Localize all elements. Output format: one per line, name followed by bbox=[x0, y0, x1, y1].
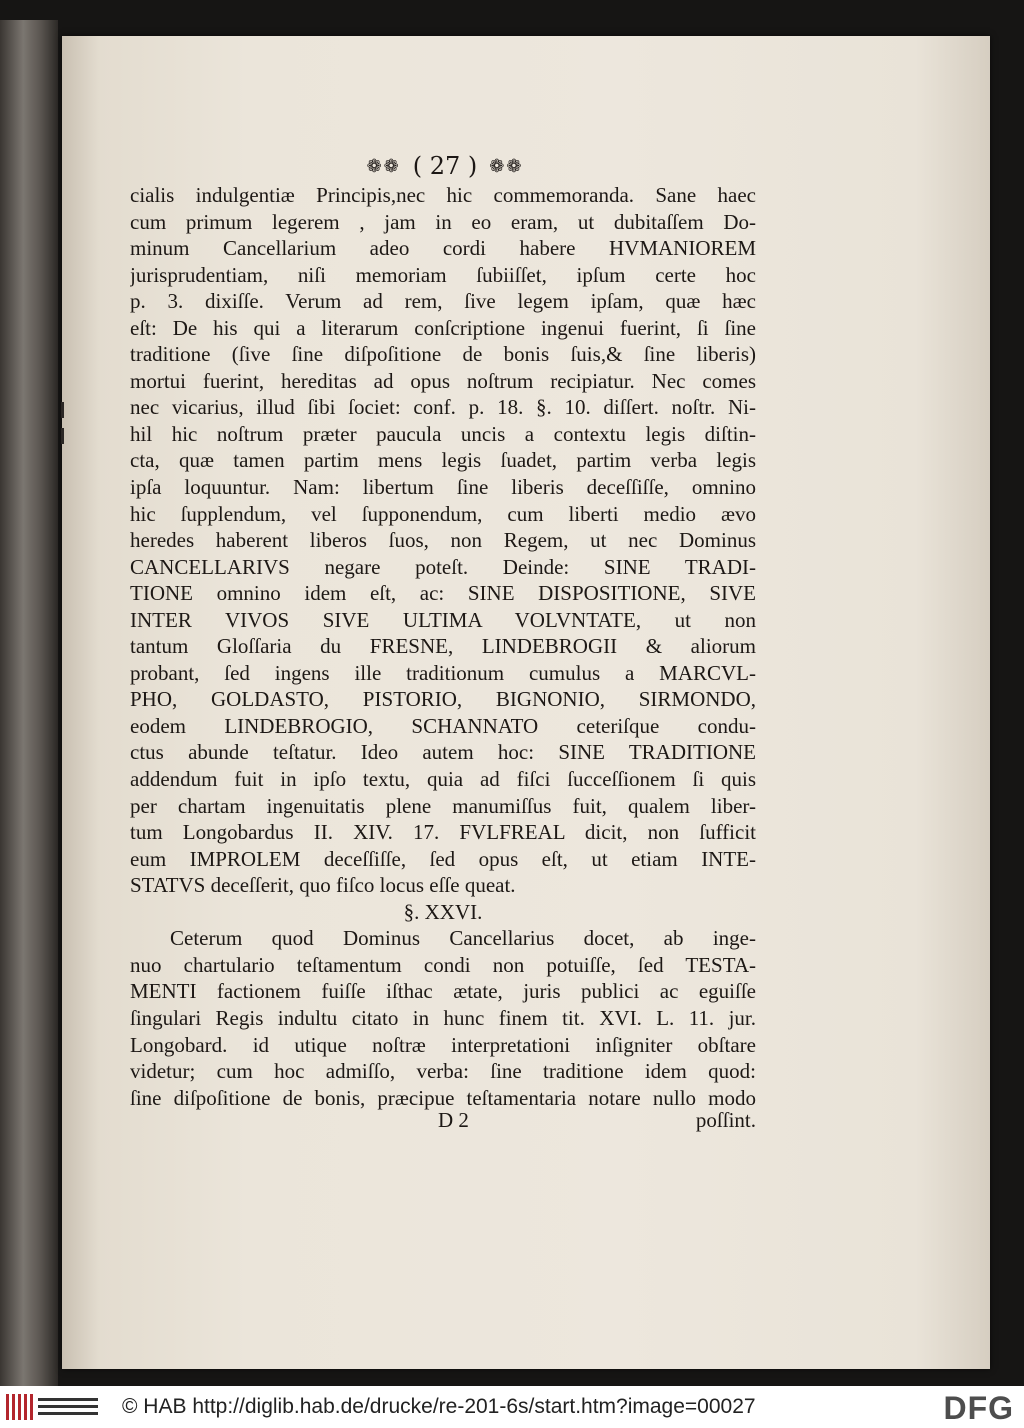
text-line: tantum Gloſſaria du FRESNE, LINDEBROGII & aliorum bbox=[130, 634, 756, 659]
text-line: ſingulari Regis indultu citato in hunc finem tit. XVI. L. 11. jur. bbox=[130, 1005, 756, 1030]
text-line: probant, ſed ingens ille traditionum cumulus a MARCVL- bbox=[130, 660, 756, 685]
adjacent-page-edge bbox=[0, 20, 58, 1386]
text-line: MENTI factionem fuiſſe iſthac ætate, juris publici ac eguiſſe bbox=[130, 979, 756, 1004]
text-line: Longobard. id utique noſtræ interpretationi inſigniter obſtare bbox=[130, 1032, 756, 1057]
text-line: ipſa loquuntur. Nam: libertum ſine liberis deceſſiſſe, omnino bbox=[130, 475, 756, 500]
dfg-logo: DFG bbox=[943, 1390, 1014, 1426]
text-line: INTER VIVOS SIVE ULTIMA VOLVNTATE, ut non bbox=[130, 607, 756, 632]
text-line: TIONE omnino idem eſt, ac: SINE DISPOSITIONE, SIVE bbox=[130, 581, 756, 606]
text-line: CANCELLARIVS negare poteſt. Deinde: SINE TRADI- bbox=[130, 554, 756, 579]
text-line: cta, quæ tamen partim mens legis ſuadet, partim verba legis bbox=[130, 448, 756, 473]
text-line: videtur; cum hoc admiſſo, verba: ſine traditione idem quod: bbox=[130, 1059, 756, 1084]
credit-bar bbox=[0, 1386, 1024, 1428]
text-line: ſine diſpoſitione de bonis, præcipue teſtamentaria notare nullo modo bbox=[130, 1085, 756, 1110]
text-line: hil hic noſtrum præter paucula uncis a contextu legis diſtin- bbox=[130, 421, 756, 446]
page-header bbox=[340, 150, 550, 182]
text-line: cialis indulgentiæ Principis,nec hic commemoranda. Sane haec bbox=[130, 183, 756, 207]
text-line: eum IMPROLEM deceſſiſſe, ſed opus eſt, ut etiam INTE- bbox=[130, 846, 756, 871]
header-ornament-right: ❁❁ bbox=[489, 155, 524, 177]
page-number: ( 27 ) bbox=[412, 152, 478, 180]
section-heading: §. XXVI. bbox=[403, 899, 483, 924]
text-line: ctus abunde teſtatur. Ideo autem hoc: SINE TRADITIONE bbox=[130, 740, 756, 765]
text-line: traditione (ſive ſine diſpoſitione de bonis ſuis,& ſine liberis) bbox=[130, 342, 756, 367]
text-line: eodem LINDEBROGIO, SCHANNATO ceteriſque condu- bbox=[130, 713, 756, 738]
text-line: heredes haberent liberos ſuos, non Regem, ut nec Dominus bbox=[130, 528, 756, 553]
body-text bbox=[130, 182, 756, 1111]
text-line: hic ſupplendum, vel ſupponendum, cum liberti medio ævo bbox=[130, 501, 756, 526]
text-line: jurisprudentiam, niſi memoriam ſubiiſſet, ipſum certe hoc bbox=[130, 262, 756, 287]
text-line: PHO, GOLDASTO, PISTORIO, BIGNONIO, SIRMONDO, bbox=[130, 687, 756, 712]
text-line: STATVS deceſſerit, quo fiſco locus eſſe queat. bbox=[130, 873, 516, 898]
text-line: minum Cancellarium adeo cordi habere HVMANIOREM bbox=[130, 236, 756, 261]
margin-mark bbox=[61, 402, 64, 418]
text-line: tum Longobardus II. XIV. 17. FVLFREAL dicit, non ſufficit bbox=[130, 820, 756, 845]
text-line: nec vicarius, illud ſibi ſociet: conf. p. 18. §. 10. diſſert. noſtr. Ni- bbox=[130, 395, 756, 420]
page-footer bbox=[130, 1108, 756, 1134]
catchword: poſſint. bbox=[695, 1108, 756, 1132]
text-line: Ceterum quod Dominus Cancellarius docet, ab inge- bbox=[170, 926, 756, 951]
hab-logo-icon bbox=[4, 1390, 104, 1424]
text-line: p. 3. dixiſſe. Verum ad rem, ſive legem ipſam, quæ hæc bbox=[130, 289, 756, 314]
text-line: mortui fuerint, hereditas ad opus noſtrum recipiatur. Nec comes bbox=[130, 368, 756, 393]
text-line: eſt: De his qui a literarum conſcriptione ingenui fuerint, ſi ſine bbox=[130, 315, 756, 340]
text-line: nuo chartulario teſtamentum condi non potuiſſe, ſed TESTA- bbox=[130, 952, 756, 977]
header-ornament-left: ❁❁ bbox=[366, 155, 401, 177]
text-line: cum primum legerem , jam in eo eram, ut dubitaſſem Do- bbox=[130, 209, 756, 234]
text-line: addendum fuit in ipſo textu, quia ad fiſci ſucceſſionem ſi quis bbox=[130, 767, 756, 792]
credit-link[interactable]: © HAB http://diglib.hab.de/drucke/re-201-6s/start.htm?image=00027 bbox=[122, 1395, 756, 1418]
signature-mark: D 2 bbox=[438, 1108, 469, 1132]
margin-mark bbox=[61, 428, 64, 444]
text-line: per chartam ingenuitatis plene manumiſſus fuit, qualem liber- bbox=[130, 793, 756, 818]
